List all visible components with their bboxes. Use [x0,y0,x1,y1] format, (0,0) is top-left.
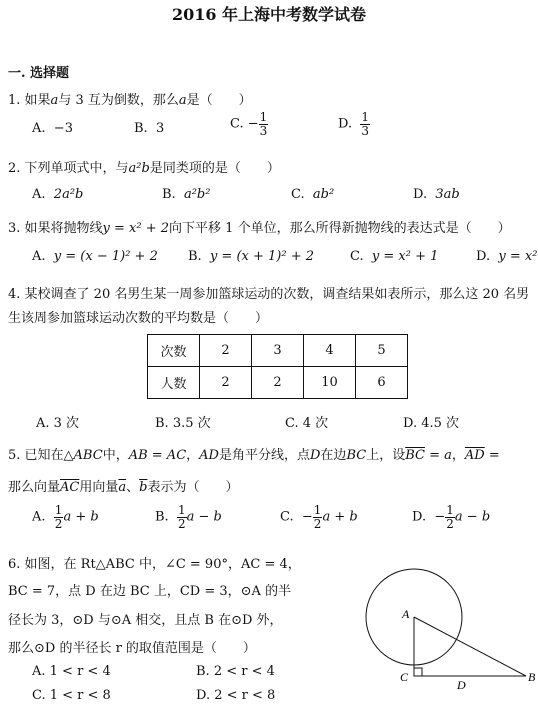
q4-option-b: B. 3.5 次 [155,416,211,431]
page-title: 2016 年上海中考数学试卷 [171,5,367,24]
point-label-c: C [400,670,409,684]
question-6-line-2: BC = 7，点 D 在边 BC 上，CD = 3，⊙A 的半 [8,584,292,599]
q3-option-a: A. y = (x − 1)² + 2 [32,249,158,264]
question-4-line-1: 4. 某校调查了 20 名男生某一周参加篮球运动的次数，调查结果如表所示，那么这 20 名男 [8,287,530,302]
q4-option-a: A. 3 次 [36,416,80,431]
q4-option-c: C. 4 次 [285,416,329,431]
q2-option-c: C. ab² [291,187,335,202]
q2-option-d: D. 3ab [413,187,460,202]
q5-option-b: B. $\frac{1}{2}$ a − b [155,503,222,531]
section-heading: 一. 选择题 [8,66,70,81]
point-label-a: A [402,607,410,621]
segment-ab [414,617,526,676]
table-cell: 5 [356,335,408,367]
table-row [148,335,408,367]
q6-option-a: A. 1 < r < 4 [32,664,111,679]
q1-option-d: D. $\frac{1}{3}$ [338,110,369,138]
q6-option-b: B. 2 < r < 4 [196,664,275,679]
question-5-line-2: 那么向量$\overline{AC}$用向量$\overline{a}$、$\overline{b}$表示为（ ） [8,480,239,495]
q3-option-c: C. y = x² + 1 [350,249,439,264]
table-cell: 10 [304,367,356,399]
table-row-header: 人数 [148,367,200,399]
q1-option-c: C. − $\frac{1}{3}$ [230,110,268,138]
q5-option-a: A. $\frac{1}{2}$ a + b [32,503,99,531]
q2-option-b: B. a²b² [162,187,211,202]
table-cell: 3 [252,335,304,367]
q6-option-c: C. 1 < r < 8 [32,688,111,703]
q4-data-table [147,334,408,399]
question-2-stem: 2. 下列单项式中，与a²b是同类项的是（ ） [8,161,280,176]
q3-option-d: D. y = x² [476,249,538,264]
table-cell: 6 [356,367,408,399]
q1-option-b: B. 3 [134,121,165,136]
question-5-line-1: 5. 已知在△ABC中，AB = AC，AD是角平分线，点D在边BC上，设$\overline{BC} = a$，$\overline{AD}$ = [8,448,500,463]
q6-geometry-figure [360,560,538,706]
question-1-stem: 1. 如果a与 3 互为倒数，那么a是（ ） [8,93,252,108]
q1-option-a: A. −3 [32,121,73,136]
q3-option-b: B. y = (x + 1)² + 2 [188,249,314,264]
question-6-line-4: 那么⊙D 的半径长 r 的取值范围是（ ） [8,641,256,656]
right-angle-mark [414,668,422,676]
table-row-header: 次数 [148,335,200,367]
q6-option-d: D. 2 < r < 8 [196,688,276,703]
q4-option-d: D. 4.5 次 [403,416,460,431]
table-cell: 2 [200,367,252,399]
table-cell: 2 [252,367,304,399]
table-row [148,367,408,399]
question-4-line-2: 生该周参加篮球运动次数的平均数是（ ） [8,311,269,326]
question-3-stem: 3. 如果将抛物线y = x² + 2向下平移 1 个单位，那么所得新抛物线的表达式是（ ） [8,221,511,236]
q2-option-a: A. 2a²b [32,187,84,202]
point-label-b: B [528,670,536,684]
question-6-line-1: 6. 如图，在 Rt△ABC 中，∠C = 90°，AC = 4， [8,557,301,572]
table-cell: 2 [200,335,252,367]
point-label-d: D [457,678,466,692]
question-6-line-3: 径长为 3，⊙D 与⊙A 相交，且点 B 在⊙D 外， [8,613,283,628]
table-cell: 4 [304,335,356,367]
q5-option-c: C. − $\frac{1}{2}$ a + b [280,503,358,531]
q5-option-d: D. − $\frac{1}{2}$ a − b [412,503,491,531]
